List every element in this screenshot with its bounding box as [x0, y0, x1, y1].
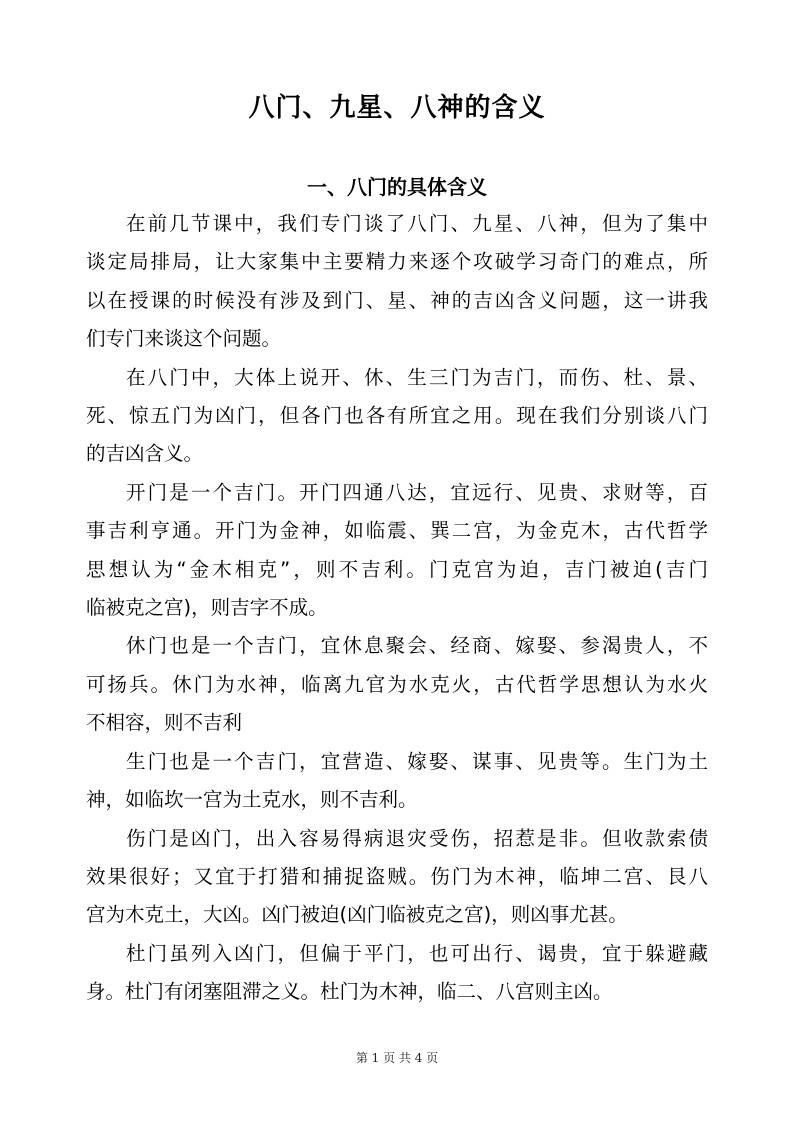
- text-line: 临被克之宫)，则吉字不成。: [86, 596, 328, 620]
- text-line: 可扬兵。休门为水神，临离九官为水克火，古代哲学思想认为水火: [86, 672, 708, 696]
- page-title: 八门、九星、八神的含义: [248, 93, 546, 123]
- text-line: 休门也是一个吉门，宜休息聚会、经商、嫁娶、参渴贵人，不: [126, 634, 708, 658]
- text-line: 思想认为“金木相克”，则不吉利。门克宫为迫，吉门被迫(吉门: [86, 557, 708, 581]
- text-line: 宫为木克土，大凶。凶门被迫(凶门临被克之宫)，则凶事尤甚。: [86, 903, 628, 927]
- text-line: 以在授课的时候没有涉及到门、星、神的吉凶含义问题，这一讲我: [86, 288, 708, 312]
- text-line: 开门是一个吉门。开门四通八达，宜远行、见贵、求财等，百: [126, 480, 708, 504]
- text-line: 们专门来谈这个问题。: [86, 327, 282, 351]
- paragraph-du-men: [86, 935, 708, 1012]
- paragraph-xiu-men: [86, 627, 708, 742]
- text-line: 在前几节课中，我们专门谈了八门、九星、八神，但为了集中: [126, 212, 708, 235]
- text-line: 神，如临坎一宫为土克水，则不吉利。: [86, 788, 418, 812]
- text-line: 不相容，则不吉利: [86, 711, 243, 735]
- text-line: 的吉凶含义。: [86, 442, 204, 466]
- section-heading: 一、八门的具体含义: [307, 175, 487, 199]
- paragraph-overview: [86, 359, 708, 474]
- text-line: 谈定局排局，让大家集中主要精力来逐个攻破学习奇门的难点，所: [86, 250, 708, 274]
- paragraph-sheng-men: [86, 743, 708, 820]
- text-line: 效果很好；又宜于打猎和捕捉盗贼。伤门为木神，临坤二宫、艮八: [86, 864, 708, 888]
- text-line: 事吉利亨通。开门为金神，如临震、巽二宫，为金克木，古代哲学: [86, 519, 708, 543]
- text-line: 在八门中，大体上说开、休、生三门为吉门，而伤、杜、景、: [126, 365, 708, 389]
- text-line: 伤门是凶门，出入容易得病退灾受伤，招惹是非。但收款索债: [126, 826, 708, 850]
- text-line: 杜门虽列入凶门，但偏于平门，也可出行、谒贵，宜于躲避藏: [126, 941, 708, 965]
- page-number-footer: 第 1 页 共 4 页: [355, 1051, 439, 1065]
- text-line: 死、惊五门为凶门，但各门也各有所宜之用。现在我们分别谈八门: [86, 404, 708, 428]
- body-text: [86, 205, 708, 1012]
- paragraph-shang-men: [86, 820, 708, 935]
- paragraph-kai-men: [86, 474, 708, 628]
- paragraph-intro: [86, 205, 708, 359]
- text-line: 生门也是一个吉门，宜营造、嫁娶、谋事、见贵等。生门为土: [126, 749, 708, 773]
- text-line: 身。杜门有闭塞阻滞之义。杜门为木神，临二、八宫则主凶。: [86, 980, 613, 1004]
